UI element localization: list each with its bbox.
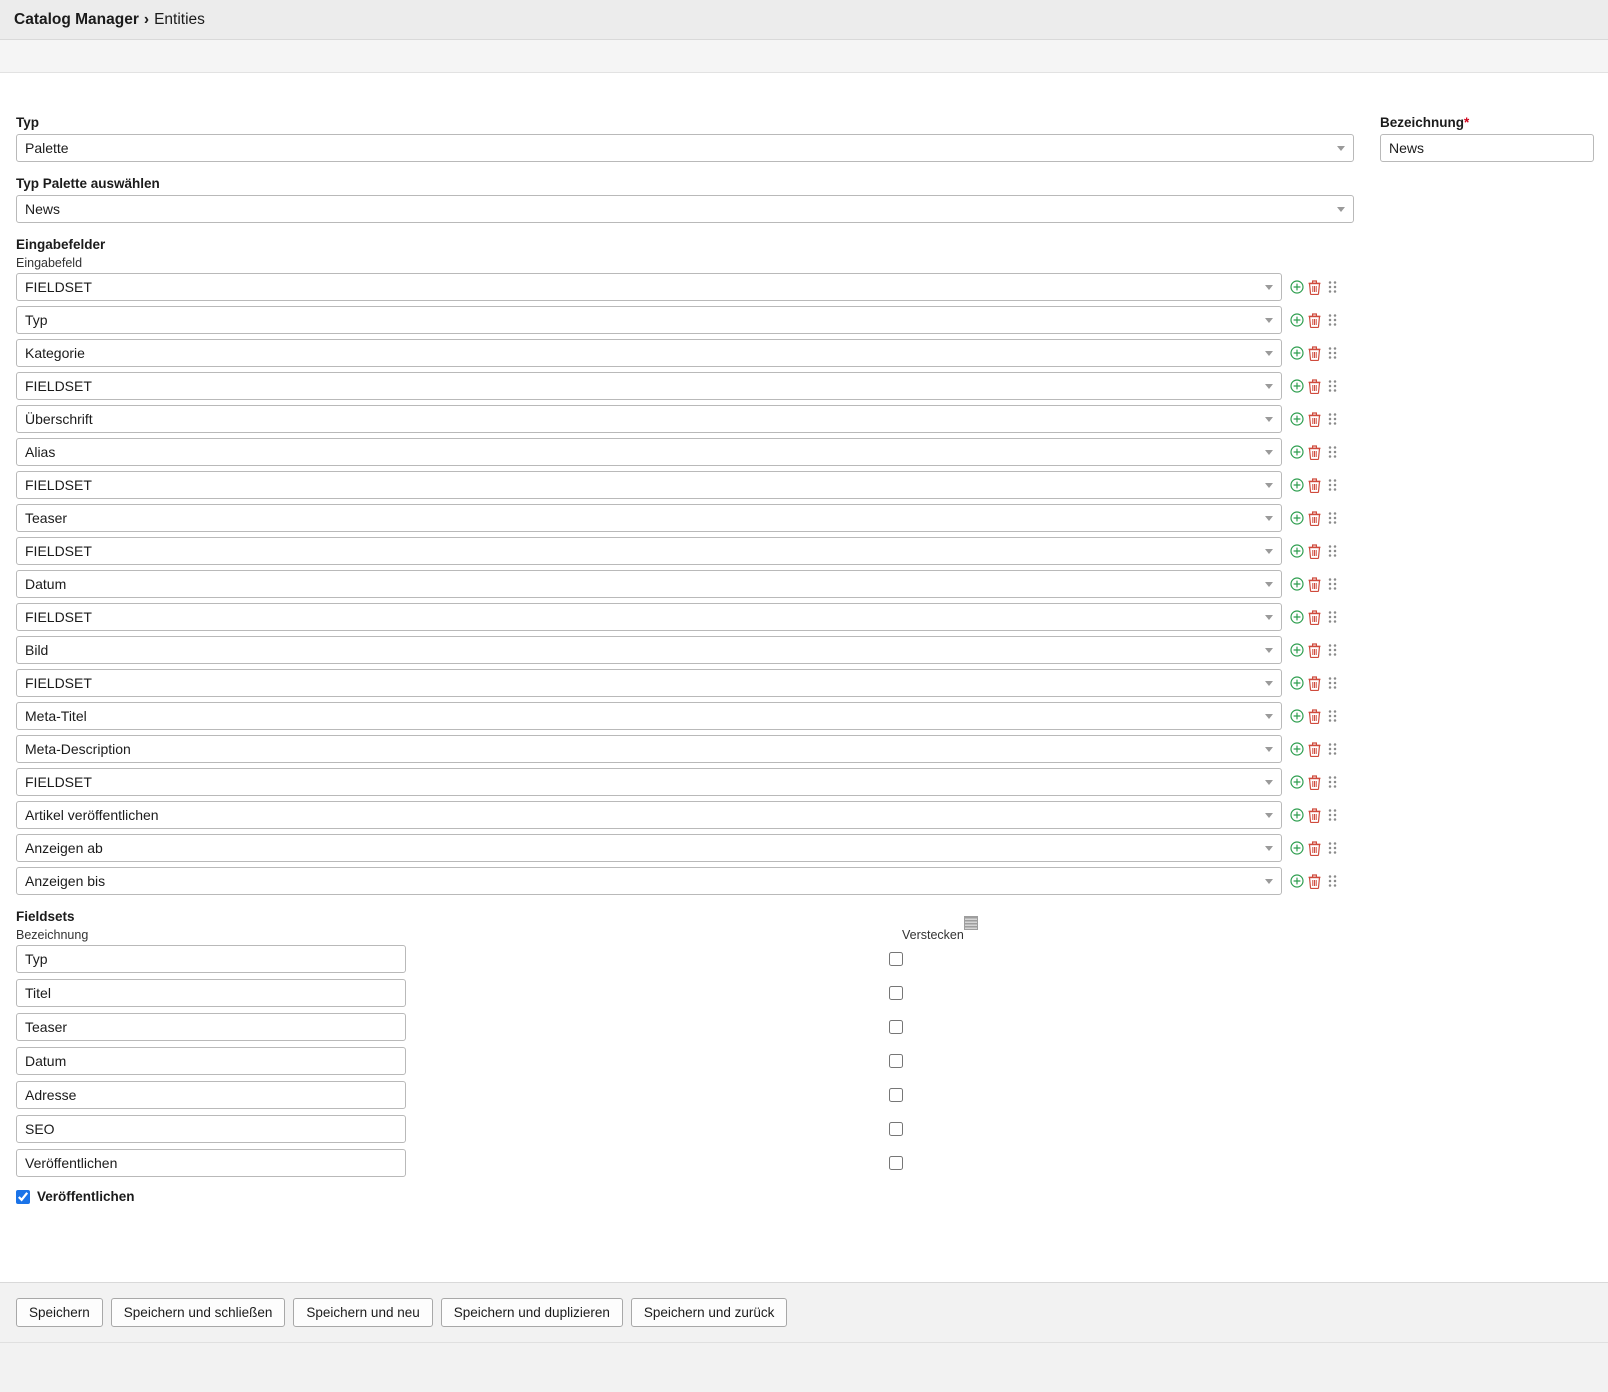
add-row-button[interactable] <box>1289 543 1304 559</box>
eingabefeld-select[interactable] <box>16 603 1282 631</box>
row-actions <box>1289 807 1340 823</box>
add-row-button[interactable] <box>1289 510 1304 526</box>
add-row-button[interactable] <box>1289 609 1304 625</box>
add-row-button[interactable] <box>1289 477 1304 493</box>
eingabefeld-select[interactable] <box>16 405 1282 433</box>
fieldset-name-input[interactable] <box>16 1013 406 1041</box>
breadcrumb <box>14 11 205 29</box>
eingabefeld-row <box>16 669 1594 697</box>
eingabefeld-value: Datum <box>25 576 67 592</box>
row-actions <box>1289 378 1340 394</box>
typ-palette-select[interactable] <box>16 195 1354 223</box>
fieldset-hide-cell <box>406 1054 906 1068</box>
delete-row-button[interactable] <box>1307 642 1322 658</box>
delete-row-button[interactable] <box>1307 477 1322 493</box>
chevron-down-icon <box>1265 714 1273 719</box>
add-row-button[interactable] <box>1289 708 1304 724</box>
row-actions <box>1289 510 1340 526</box>
fieldset-name-input[interactable] <box>16 1149 406 1177</box>
eingabefeld-value: FIELDSET <box>25 477 92 493</box>
fieldset-row <box>16 1081 1594 1109</box>
fieldset-row <box>16 1013 1594 1041</box>
fieldset-name-input[interactable] <box>16 1081 406 1109</box>
delete-row-button[interactable] <box>1307 378 1322 394</box>
eingabefeld-select[interactable] <box>16 438 1282 466</box>
chevron-down-icon <box>1265 549 1273 554</box>
fieldset-row <box>16 1047 1594 1075</box>
add-row-button[interactable] <box>1289 279 1304 295</box>
fieldset-hide-checkbox[interactable] <box>889 1088 903 1102</box>
drag-handle-icon[interactable] <box>1325 576 1340 592</box>
add-row-button[interactable] <box>1289 807 1304 823</box>
breadcrumb-current: Entities <box>154 10 205 28</box>
fieldset-row <box>16 1115 1594 1143</box>
drag-handle-icon[interactable] <box>1325 312 1340 328</box>
eingabefeld-value: Überschrift <box>25 411 93 427</box>
eingabefeld-row <box>16 636 1594 664</box>
delete-row-button[interactable] <box>1307 675 1322 691</box>
drag-handle-icon[interactable] <box>1325 345 1340 361</box>
left-column <box>16 115 1354 223</box>
eingabefeld-row <box>16 405 1594 433</box>
drag-handle-icon[interactable] <box>1325 675 1340 691</box>
add-row-button[interactable] <box>1289 576 1304 592</box>
eingabefeld-value: FIELDSET <box>25 543 92 559</box>
eingabefeld-select[interactable] <box>16 504 1282 532</box>
row-actions <box>1289 411 1340 427</box>
fieldset-hide-checkbox[interactable] <box>889 1122 903 1136</box>
fieldset-name-input[interactable] <box>16 1115 406 1143</box>
fieldset-hide-cell <box>406 986 906 1000</box>
fieldset-hide-cell <box>406 1020 906 1034</box>
eingabefelder-section-label: Eingabefelder <box>16 237 106 252</box>
delete-row-button[interactable] <box>1307 345 1322 361</box>
typ-palette-label: Typ Palette auswählen <box>16 176 160 191</box>
chevron-down-icon <box>1265 384 1273 389</box>
eingabefeld-value: FIELDSET <box>25 378 92 394</box>
footer-buttons <box>0 1283 1608 1327</box>
drag-handle-icon[interactable] <box>1325 609 1340 625</box>
fieldset-row <box>16 945 1594 973</box>
eingabefeld-value: Alias <box>25 444 56 460</box>
fieldset-hide-cell <box>406 1122 906 1136</box>
drag-handle-icon[interactable] <box>1325 840 1340 856</box>
drag-handle-icon[interactable] <box>1325 873 1340 889</box>
eingabefeld-row <box>16 702 1594 730</box>
eingabefeld-select[interactable] <box>16 306 1282 334</box>
chevron-down-icon <box>1337 207 1345 212</box>
chevron-down-icon <box>1265 450 1273 455</box>
breadcrumb-separator: › <box>143 10 150 28</box>
add-row-button[interactable] <box>1289 642 1304 658</box>
delete-row-button[interactable] <box>1307 774 1322 790</box>
eingabefeld-value: Anzeigen ab <box>25 840 103 856</box>
typ-palette-select-value: News <box>25 201 61 217</box>
footer-button-4[interactable]: Speichern und zurück <box>631 1298 788 1327</box>
eingabefeld-value: Meta-Titel <box>25 708 87 724</box>
eingabefeld-value: Typ <box>25 312 48 328</box>
eingabefeld-value: Meta-Description <box>25 741 131 757</box>
fieldsets-verstecken-column-label: Verstecken <box>902 928 964 942</box>
delete-row-button[interactable] <box>1307 708 1322 724</box>
typ-label: Typ <box>16 115 39 130</box>
eingabefeld-row <box>16 834 1594 862</box>
delete-row-button[interactable] <box>1307 576 1322 592</box>
footer-button-0[interactable]: Speichern <box>16 1298 103 1327</box>
eingabefeld-row <box>16 504 1594 532</box>
delete-row-button[interactable] <box>1307 312 1322 328</box>
footer-bar <box>0 1282 1608 1392</box>
row-actions <box>1289 444 1340 460</box>
fieldset-hide-cell <box>406 1088 906 1102</box>
eingabefeld-select[interactable] <box>16 834 1282 862</box>
delete-row-button[interactable] <box>1307 840 1322 856</box>
drag-handle-icon[interactable] <box>964 916 978 930</box>
eingabefeld-value: Teaser <box>25 510 68 526</box>
row-actions <box>1289 873 1340 889</box>
bezeichnung-label-text: Bezeichnung <box>1380 115 1465 130</box>
eingabefeld-select[interactable] <box>16 471 1282 499</box>
fieldsets-bezeichnung-column-label: Bezeichnung <box>16 928 89 942</box>
eingabefeld-select[interactable] <box>16 702 1282 730</box>
eingabefeld-select[interactable] <box>16 339 1282 367</box>
drag-handle-icon[interactable] <box>1325 708 1340 724</box>
fieldset-hide-checkbox[interactable] <box>889 1156 903 1170</box>
eingabefeld-row <box>16 273 1594 301</box>
fieldset-name-value: Titel <box>25 985 51 1001</box>
eingabefeld-value: Bild <box>25 642 49 658</box>
chevron-down-icon <box>1265 582 1273 587</box>
eingabefeld-select[interactable] <box>16 735 1282 763</box>
eingabefeld-row <box>16 735 1594 763</box>
chevron-down-icon <box>1265 417 1273 422</box>
chevron-down-icon <box>1265 747 1273 752</box>
eingabefeld-select[interactable] <box>16 801 1282 829</box>
toolbar-spacer <box>0 73 1608 115</box>
drag-handle-icon[interactable] <box>1325 279 1340 295</box>
chevron-down-icon <box>1265 615 1273 620</box>
fieldset-name-value: Adresse <box>25 1087 77 1103</box>
add-row-button[interactable] <box>1289 444 1304 460</box>
publish-label: Veröffentlichen <box>37 1189 135 1204</box>
eingabefeld-row <box>16 570 1594 598</box>
drag-handle-icon[interactable] <box>1325 807 1340 823</box>
add-row-button[interactable] <box>1289 675 1304 691</box>
chevron-down-icon <box>1265 516 1273 521</box>
row-actions <box>1289 543 1340 559</box>
fieldset-name-value: Teaser <box>25 1019 68 1035</box>
fieldset-name-value: Veröffentlichen <box>25 1155 118 1171</box>
eingabefeld-value: Artikel veröffentlichen <box>25 807 159 823</box>
fieldset-name-input[interactable] <box>16 945 406 973</box>
eingabefeld-value: FIELDSET <box>25 774 92 790</box>
drag-handle-icon[interactable] <box>1325 444 1340 460</box>
eingabefeld-row <box>16 867 1594 895</box>
fieldset-name-input[interactable] <box>16 1047 406 1075</box>
breadcrumb-root[interactable]: Catalog Manager <box>14 10 139 28</box>
row-actions <box>1289 279 1340 295</box>
row-actions <box>1289 840 1340 856</box>
chevron-down-icon <box>1265 285 1273 290</box>
eingabefeld-row <box>16 306 1594 334</box>
delete-row-button[interactable] <box>1307 279 1322 295</box>
footer-divider <box>0 1342 1608 1343</box>
row-actions <box>1289 675 1340 691</box>
drag-handle-icon[interactable] <box>1325 411 1340 427</box>
eingabefelder-list <box>16 273 1594 895</box>
add-row-button[interactable] <box>1289 378 1304 394</box>
fieldset-name-value: SEO <box>25 1121 55 1137</box>
fieldset-name-input[interactable] <box>16 979 406 1007</box>
delete-row-button[interactable] <box>1307 444 1322 460</box>
drag-handle-icon[interactable] <box>1325 543 1340 559</box>
typ-select[interactable] <box>16 134 1354 162</box>
bezeichnung-value: News <box>1389 140 1425 156</box>
row-actions <box>1289 609 1340 625</box>
eingabefeld-select[interactable] <box>16 636 1282 664</box>
eingabefeld-column-label: Eingabefeld <box>16 256 83 270</box>
chevron-down-icon <box>1265 813 1273 818</box>
row-actions <box>1289 774 1340 790</box>
delete-row-button[interactable] <box>1307 807 1322 823</box>
eingabefeld-row <box>16 801 1594 829</box>
eingabefeld-select[interactable] <box>16 372 1282 400</box>
row-actions <box>1289 576 1340 592</box>
row-actions <box>1289 345 1340 361</box>
add-row-button[interactable] <box>1289 840 1304 856</box>
eingabefeld-value: FIELDSET <box>25 675 92 691</box>
add-row-button[interactable] <box>1289 411 1304 427</box>
publish-checkbox[interactable] <box>16 1190 30 1204</box>
delete-row-button[interactable] <box>1307 741 1322 757</box>
fieldset-hide-checkbox[interactable] <box>889 952 903 966</box>
bezeichnung-input[interactable] <box>1380 134 1594 162</box>
eingabefeld-value: FIELDSET <box>25 609 92 625</box>
eingabefeld-select[interactable] <box>16 669 1282 697</box>
fieldsets-header <box>16 928 1594 945</box>
eingabefeld-select[interactable] <box>16 867 1282 895</box>
footer-button-2[interactable]: Speichern und neu <box>293 1298 432 1327</box>
fieldset-row <box>16 979 1594 1007</box>
eingabefeld-value: Anzeigen bis <box>25 873 106 889</box>
delete-row-button[interactable] <box>1307 609 1322 625</box>
fieldset-name-value: Datum <box>25 1053 67 1069</box>
add-row-button[interactable] <box>1289 312 1304 328</box>
eingabefeld-row <box>16 372 1594 400</box>
drag-handle-icon[interactable] <box>1325 477 1340 493</box>
add-row-button[interactable] <box>1289 774 1304 790</box>
eingabefeld-select[interactable] <box>16 768 1282 796</box>
delete-row-button[interactable] <box>1307 543 1322 559</box>
fieldset-hide-checkbox[interactable] <box>889 1054 903 1068</box>
eingabefeld-row <box>16 768 1594 796</box>
chevron-down-icon <box>1265 681 1273 686</box>
chevron-down-icon <box>1265 846 1273 851</box>
required-marker: * <box>1464 115 1470 130</box>
row-actions <box>1289 477 1340 493</box>
fieldset-hide-cell <box>406 952 906 966</box>
eingabefeld-row <box>16 471 1594 499</box>
bezeichnung-label <box>1380 115 1594 130</box>
delete-row-button[interactable] <box>1307 510 1322 526</box>
fieldset-hide-checkbox[interactable] <box>889 1020 903 1034</box>
delete-row-button[interactable] <box>1307 873 1322 889</box>
chevron-down-icon <box>1337 146 1345 151</box>
row-actions <box>1289 741 1340 757</box>
row-actions <box>1289 642 1340 658</box>
top-row <box>16 115 1594 223</box>
add-row-button[interactable] <box>1289 345 1304 361</box>
fieldset-hide-checkbox[interactable] <box>889 986 903 1000</box>
delete-row-button[interactable] <box>1307 411 1322 427</box>
toolbar-strip <box>0 40 1608 73</box>
chevron-down-icon <box>1265 780 1273 785</box>
drag-handle-icon[interactable] <box>1325 510 1340 526</box>
eingabefeld-row <box>16 438 1594 466</box>
add-row-button[interactable] <box>1289 873 1304 889</box>
fieldsets-section-label: Fieldsets <box>16 909 75 924</box>
fieldsets-list <box>16 945 1594 1177</box>
eingabefeld-row <box>16 537 1594 565</box>
fieldset-name-value: Typ <box>25 951 48 967</box>
drag-handle-icon[interactable] <box>1325 774 1340 790</box>
eingabefeld-value: Kategorie <box>25 345 85 361</box>
chevron-down-icon <box>1265 318 1273 323</box>
chevron-down-icon <box>1265 648 1273 653</box>
row-actions <box>1289 708 1340 724</box>
eingabefeld-select[interactable] <box>16 273 1282 301</box>
chevron-down-icon <box>1265 483 1273 488</box>
eingabefeld-select[interactable] <box>16 537 1282 565</box>
drag-handle-icon[interactable] <box>1325 378 1340 394</box>
right-column <box>1380 115 1594 162</box>
chevron-down-icon <box>1265 351 1273 356</box>
row-actions <box>1289 312 1340 328</box>
eingabefeld-value: FIELDSET <box>25 279 92 295</box>
publish-row <box>16 1189 1594 1204</box>
chevron-down-icon <box>1265 879 1273 884</box>
footer-button-1[interactable]: Speichern und schließen <box>111 1298 286 1327</box>
eingabefeld-select[interactable] <box>16 570 1282 598</box>
footer-button-3[interactable]: Speichern und duplizieren <box>441 1298 623 1327</box>
add-row-button[interactable] <box>1289 741 1304 757</box>
eingabefeld-row <box>16 603 1594 631</box>
drag-handle-icon[interactable] <box>1325 741 1340 757</box>
drag-handle-icon[interactable] <box>1325 642 1340 658</box>
fieldset-row <box>16 1149 1594 1177</box>
eingabefeld-row <box>16 339 1594 367</box>
entity-form <box>0 115 1608 1204</box>
fieldset-hide-cell <box>406 1156 906 1170</box>
breadcrumb-bar <box>0 0 1608 40</box>
typ-select-value: Palette <box>25 140 69 156</box>
